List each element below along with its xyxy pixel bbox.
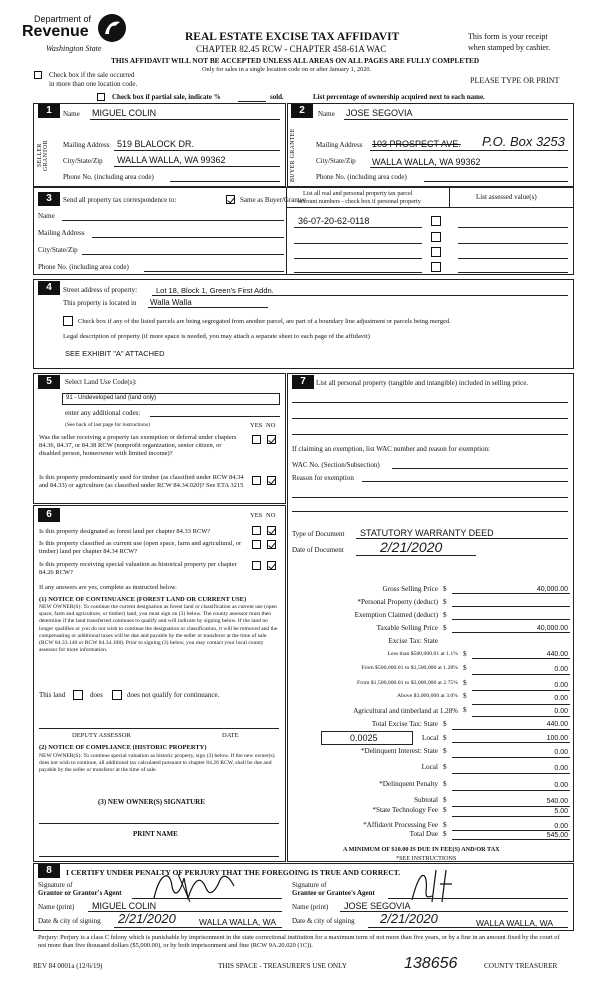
section-4-badge: 4 [38, 281, 60, 295]
total-state-amount[interactable]: 440.00 [546, 721, 568, 728]
state-header: Excise Tax: State [388, 637, 438, 645]
gross-price[interactable]: 40,000.00 [536, 586, 568, 593]
grantor-print-name[interactable]: MIGUEL COLIN [92, 901, 157, 911]
tier1-amount[interactable]: 440.00 [546, 651, 568, 658]
deputy-date-label: DATE [222, 732, 239, 739]
s6-q2-yes[interactable] [252, 540, 261, 549]
tech-fee-label: *State Technology Fee [372, 806, 438, 814]
local-amount[interactable]: 100.00 [546, 735, 568, 742]
if-yes-note: If any answers are yes, complete as instructed below. [39, 584, 177, 591]
grantee-signature[interactable] [406, 866, 466, 906]
gross-label: Gross Selling Price [382, 585, 438, 593]
seller-phone-label: Phone No. (including area code) [63, 173, 154, 181]
s5-q2-no[interactable] [267, 476, 276, 485]
ag-amount[interactable]: 0.00 [554, 708, 568, 715]
seller-city-label: City/State/Zip [63, 157, 103, 165]
percent-list-label: List percentage of ownership acquired next to each name. [313, 93, 485, 101]
print-name-field[interactable] [39, 856, 279, 857]
grantee-date-label: Date & city of signing [292, 917, 355, 925]
partial-sale-label: Check box if partial sale, indicate % [112, 93, 221, 101]
grantee-sig-label-2: Grantee or Grantee's Agent [292, 889, 375, 897]
assessed-value-4[interactable] [458, 272, 568, 273]
dept-line: Department of [34, 14, 92, 24]
form-warning: THIS AFFIDAVIT WILL NOT BE ACCEPTED UNLESS ALL AREAS ON ALL PAGES ARE FULLY COMPLETED [111, 56, 480, 65]
seller-mail[interactable]: 519 BLALOCK DR. [117, 139, 195, 149]
ag-label: Agricultural and timberland at 1.28% [353, 707, 458, 715]
buyer-name[interactable]: JOSE SEGOVIA [346, 108, 413, 118]
send-correspondence-label: Send all property tax correspondence to: [63, 196, 177, 204]
buyer-phone-label: Phone No. (including area code) [316, 173, 407, 181]
subtotal-amount[interactable]: 540.00 [546, 798, 568, 805]
exemption-deduct-label: Exemption Claimed (deduct) [354, 611, 438, 619]
doc-date-label: Date of Document [292, 546, 344, 554]
grantee-date[interactable]: 2/21/2020 [380, 911, 438, 926]
section-8-badge: 8 [38, 864, 60, 878]
grantor-print-label: Name (print) [38, 903, 75, 911]
this-land-label: This land [39, 691, 66, 699]
doc-date[interactable]: 2/21/2020 [380, 539, 443, 555]
notice2-body: NEW OWNER(S): To continue special valuation as historic property, sign (3) below. If the new owner(s) does not wish to continue, all additional tax calculated pursuant to chapter 84.26 RCW, shall be due and payable by the seller or transferor at the time of sale. [39, 753, 275, 774]
doc-type-label: Type of Document [292, 530, 345, 538]
personal-property-label: List all personal property (tangible and intangible) included in selling price. [316, 379, 529, 387]
receipt-number: 138656 [404, 955, 458, 972]
buyer-mail-handwritten[interactable]: P.O. Box 3253 [482, 134, 565, 149]
local-rate: 0.0025 [350, 733, 378, 743]
assessed-value-1[interactable] [458, 227, 568, 228]
see-back-note: (See back of last page for instructions) [65, 422, 150, 428]
multi-location-label-2: in more than one location code. [49, 80, 138, 88]
sig3-label: (3) NEW OWNER(S) SIGNATURE [98, 798, 205, 806]
s5-q1-yes[interactable] [252, 435, 261, 444]
corr-city-label: City/State/Zip [38, 246, 78, 254]
section-6-badge: 6 [38, 508, 60, 522]
section-2-badge: 2 [291, 104, 313, 118]
treasurer-use: THIS SPACE - TREASURER'S USE ONLY [218, 962, 347, 970]
reason-field[interactable] [362, 481, 568, 482]
grantee-city[interactable]: WALLA WALLA, WA [476, 918, 553, 928]
same-as-buyer-label: Same as Buyer/Grantee [240, 196, 307, 204]
exemption-label: If claiming an exemption, list WAC number and reason for exemption: [292, 445, 490, 453]
tier2-amount[interactable]: 0.00 [554, 666, 568, 673]
form-number: REV 84 0001a (12/6/19) [33, 962, 103, 970]
notice2-title: (2) NOTICE OF COMPLIANCE (HISTORIC PROPERTY) [39, 744, 207, 751]
grantor-sig-label-2: Grantor or Grantor's Agent [38, 889, 122, 897]
tier2-label: From $500,000.01 to $1,500,000 at 1.28% [361, 665, 458, 671]
tier3-label: From $1,500,000.01 to $3,000,000 at 2.75% [357, 680, 458, 686]
s6-q3: Is this property receiving special valuation as historical property per chapter 84.26 RCW? [39, 561, 237, 576]
tier3-amount[interactable]: 0.00 [554, 682, 568, 689]
land-use-select[interactable] [62, 393, 280, 405]
does-label: does [90, 691, 103, 699]
partial-sale-checkbox[interactable] [97, 93, 105, 101]
section-7-badge: 7 [292, 375, 314, 389]
s6-q3-yes[interactable] [252, 561, 261, 570]
tier1-label: Less than $500,000.01 at 1.1% [387, 651, 458, 657]
assessed-header: List assessed value(s) [476, 193, 537, 201]
total-due-amount[interactable]: 545.00 [546, 832, 568, 839]
deputy-signature-field[interactable] [39, 728, 279, 729]
delinq-local-amount[interactable]: 0.00 [554, 765, 568, 772]
s6-yes-header: YES [250, 512, 263, 519]
legal-label: Legal description of property (if more space is needed, you may attach a separate sheet to each page of the affidavit) [63, 333, 370, 340]
deputy-assessor-label: DEPUTY ASSESSOR [72, 732, 131, 739]
s6-q1: Is this property designated as forest land per chapter 84.33 RCW? [39, 528, 211, 535]
buyer-name-label: Name [318, 110, 335, 118]
taxable-label: Taxable Selling Price [376, 624, 438, 632]
section-3-badge: 3 [38, 192, 60, 206]
corr-mail-label: Mailing Address [38, 229, 85, 237]
personal-deduct-label: *Personal Property (deduct) [357, 598, 438, 606]
affidavit-fee-label: *Affidavit Processing Fee [363, 821, 438, 829]
seller-name-label: Name [63, 110, 80, 118]
notice1-body: NEW OWNER(S): To continue the current designation as forest land or classification as current use (open space, farm and agriculture, or timber) land, you must sign on (3) below. The county assessor must then determine if the land transferred continues to qualify and will indicate by signing below. If the land no longer qualifies or you do not wish to continue the designation or classification, it will be removed and the compensating or additional taxes will be due and payable by the seller or transferor at the time of sale. (RCW 84.33.140 or RCW 84.34.108). Prior to signing (3) below, you may contact your local county assessor for more information. [39, 604, 278, 654]
seller-mail-label: Mailing Address [63, 141, 110, 149]
perjury-notice: Perjury: Perjury is a class C felony which is punishable by imprisonment in the state correctional institution for a maximum term of not more than five years, or by a fine in an amount fixed by the court of not more than five thousand dollars ($5,000.00), or by both imprisonment and fine (RCW 9A.20.020 (1C)). [38, 934, 560, 949]
total-state-label: Total Excise Tax: State [371, 720, 438, 728]
segregated-checkbox[interactable] [63, 316, 73, 326]
does-not-label: does not qualify for continuance. [127, 691, 220, 699]
grantee-print-name[interactable]: JOSE SEGOVIA [344, 901, 411, 911]
county-treasurer: COUNTY TREASURER [484, 962, 558, 970]
seller-side-label: SELLER GRANTOR [37, 140, 49, 171]
wac-field[interactable] [392, 468, 568, 469]
grantor-city[interactable]: WALLA WALLA, WA [199, 917, 276, 927]
corr-name-label: Name [38, 212, 55, 220]
reason-label: Reason for exemption [292, 474, 354, 482]
located-in[interactable]: Walla Walla [150, 298, 192, 307]
seller-city[interactable]: WALLA WALLA, WA 99362 [117, 155, 226, 165]
tier4-amount[interactable]: 0.00 [554, 695, 568, 702]
legal-description[interactable]: SEE EXHIBIT "A" ATTACHED [65, 349, 165, 358]
please-type: PLEASE TYPE OR PRINT [470, 76, 560, 85]
grantor-sig-label: Signature of [38, 881, 73, 889]
form-title: REAL ESTATE EXCISE TAX AFFIDAVIT [185, 31, 400, 43]
minimum-note: A MINIMUM OF $10.00 IS DUE IN FEE(S) AND/OR TAX [343, 846, 500, 853]
revenue-logo-icon [96, 12, 128, 44]
delinq-penalty-amount[interactable]: 0.00 [554, 782, 568, 789]
buyer-side-label: BUYER GRANTEE [290, 128, 296, 183]
sold-label: sold. [270, 93, 284, 101]
buyer-city[interactable]: WALLA WALLA, WA 99362 [372, 157, 481, 167]
grantee-sig-line [388, 898, 568, 899]
s5-no-header: NO [266, 422, 276, 429]
form-chapter: CHAPTER 82.45 RCW - CHAPTER 458-61A WAC [196, 44, 387, 54]
section-6 [33, 505, 286, 862]
agency-name: Revenue [22, 23, 89, 40]
parcel-header: List all real and personal property tax parcel [303, 190, 413, 197]
delinq-local-label: Local [421, 763, 438, 771]
assessed-value-3[interactable] [458, 258, 568, 259]
buyer-mail-label: Mailing Address [316, 141, 363, 149]
seller-name[interactable]: MIGUEL COLIN [92, 108, 157, 118]
land-use-value: 91 - Undeveloped land (land only) [66, 395, 157, 401]
s6-no-header: NO [266, 512, 276, 519]
receipt-note: This form is your receipt [468, 32, 548, 41]
s5-q2-yes[interactable] [252, 476, 261, 485]
same-as-buyer-checkbox[interactable] [226, 195, 235, 204]
wac-label: WAC No. (Section/Subsection) [292, 461, 380, 469]
notice1-title: (1) NOTICE OF CONTINUANCE (FOREST LAND OR CURRENT USE) [39, 596, 247, 603]
s6-q1-yes[interactable] [252, 526, 261, 535]
land-use-label: Select Land Use Code(s): [65, 378, 137, 386]
see-instructions: *SEE INSTRUCTIONS [396, 855, 457, 862]
parcel-header-2: account numbers - check box if personal property [298, 198, 421, 205]
grantor-date[interactable]: 2/21/2020 [118, 911, 176, 926]
does-not-qualify-checkbox[interactable] [112, 690, 122, 700]
corr-phone-label: Phone No. (including area code) [38, 263, 129, 271]
state-name: Washington State [46, 44, 102, 53]
exemption-deduct-field[interactable] [452, 619, 570, 620]
located-label: This property is located in [63, 299, 137, 307]
street-address[interactable]: Lot 18, Block 1, Green's First Addn. [156, 286, 274, 295]
s5-q2: Is this property predominantly used for timber (as classified under RCW 84.34 and 84.33) or agriculture (as classified under RCW 84.34.020)? See ETA 3215 [39, 474, 244, 489]
buyer-city-label: City/State/Zip [316, 157, 356, 165]
assessed-value-2[interactable] [458, 243, 568, 244]
grantor-signature[interactable] [150, 868, 240, 906]
s5-yes-header: YES [250, 422, 263, 429]
sales-note: Only for sales in a single location code on or after January 1, 2020. [202, 66, 372, 73]
s6-q2: Is this property classified as current use (open space, farm and agricultural, or timber) land per chapter 84.34 RCW? [39, 540, 242, 555]
certify-statement: I CERTIFY UNDER PENALTY OF PERJURY THAT THE FOREGOING IS TRUE AND CORRECT. [66, 868, 401, 877]
delinq-state-label: *Delinquent Interest: State [360, 747, 438, 755]
street-label: Street address of property: [63, 286, 138, 294]
parcel-personal-checkbox-4[interactable] [431, 262, 441, 272]
multi-location-label: Check box if the sale occurred [49, 71, 135, 79]
tech-fee-amount[interactable]: 5.00 [554, 808, 568, 815]
parcel-personal-checkbox-3[interactable] [431, 247, 441, 257]
local-rate-box[interactable] [321, 731, 413, 745]
taxable-price[interactable]: 40,000.00 [536, 625, 568, 632]
s6-q1-no[interactable] [267, 526, 276, 535]
tier4-label: Above $3,000,000 at 3.0% [397, 693, 458, 699]
segregated-label: Check box if any of the listed parcels are being segregated from another parcel, are part of a boundary line adjustment or parcels being merged. [78, 318, 451, 325]
parcel-personal-checkbox-1[interactable] [431, 216, 441, 226]
new-owner-sig-field[interactable] [39, 823, 279, 824]
additional-codes-field[interactable] [150, 416, 280, 417]
additional-codes-label: enter any additional codes: [65, 409, 141, 417]
local-label: Local [422, 734, 439, 742]
multi-location-checkbox[interactable] [34, 71, 42, 79]
grantor-date-label: Date & city of signing [38, 917, 101, 925]
section-5-badge: 5 [38, 375, 60, 389]
parcel-personal-checkbox-2[interactable] [431, 232, 441, 242]
s6-q3-no[interactable] [267, 561, 276, 570]
doc-type[interactable]: STATUTORY WARRANTY DEED [360, 528, 494, 538]
buyer-phone-field[interactable] [424, 181, 568, 182]
grantor-sig-line [132, 898, 282, 899]
does-qualify-checkbox[interactable] [73, 690, 83, 700]
partial-sale-field[interactable] [238, 101, 266, 102]
affidavit-fee-amount[interactable]: 0.00 [554, 823, 568, 830]
buyer-mail-struck: 103 PROSPECT AVE. [372, 139, 461, 149]
agency-logo [8, 14, 130, 58]
seller-phone-field[interactable] [170, 181, 280, 182]
s5-q1-no[interactable] [267, 435, 276, 444]
grantee-print-label: Name (print) [292, 903, 329, 911]
s5-q1: Was the seller receiving a property tax exemption or deferral under chapters 84.36, 84.37, or 84.38 RCW (nonprofit organization, senior citizen, or disabled person, homeowner with limited income)? [39, 434, 237, 457]
s6-q2-no[interactable] [267, 540, 276, 549]
parcel-number[interactable]: 36-07-20-62-0118 [298, 216, 370, 226]
delinq-state-amount[interactable]: 0.00 [554, 749, 568, 756]
personal-deduct-field[interactable] [452, 606, 570, 607]
delinq-penalty-label: *Delinquent Penalty [379, 780, 438, 788]
print-name-label: PRINT NAME [133, 830, 178, 838]
subtotal-label: Subtotal [414, 796, 438, 804]
section-1-badge: 1 [38, 104, 60, 118]
receipt-note-2: when stamped by cashier. [468, 43, 551, 52]
total-due-label: Total Due [409, 830, 438, 838]
grantee-sig-label: Signature of [292, 881, 327, 889]
